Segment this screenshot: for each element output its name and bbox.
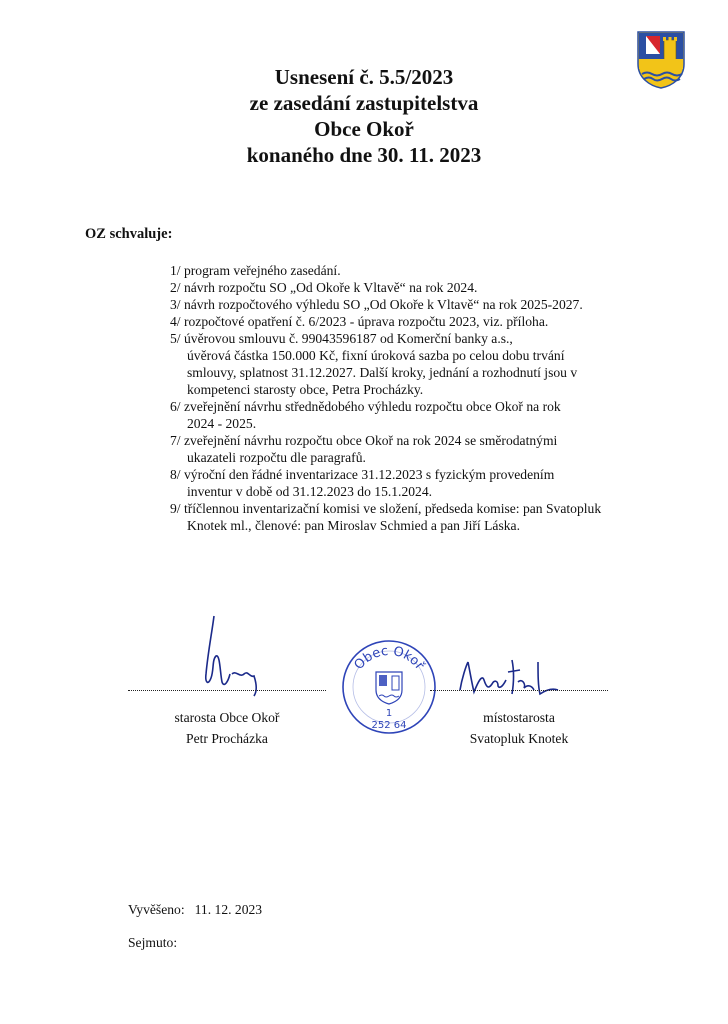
- item-continuation: smlouvy, splatnost 31.12.2027. Další kroky, jednání a rozhodnutí jsou v: [187, 365, 578, 380]
- stamp-postcode: 252 64: [371, 720, 407, 731]
- item-number: 7/: [170, 433, 181, 448]
- list-item: [170, 313, 640, 330]
- item-text: úvěrovou smlouvu č. 99043596187 od Komerční banky a.s.,: [180, 331, 513, 346]
- item-number: 1/: [170, 263, 181, 278]
- removed-label: Sejmuto:: [128, 935, 178, 950]
- item-continuation: Knotek ml., členové: pan Miroslav Schmied a pan Jiří Láska.: [187, 518, 520, 533]
- mayor-signature: [192, 612, 272, 698]
- municipal-stamp: [340, 638, 438, 736]
- item-text: návrh rozpočtového výhledu SO „Od Okoře k Vltavě“ na rok 2025-2027.: [180, 297, 583, 312]
- stamp-crest-icon: [376, 672, 402, 704]
- deputy-mayor-name: Svatopluk Knotek: [469, 731, 569, 746]
- resolution-items: [170, 262, 640, 534]
- item-continuation: ukazateli rozpočtu dle paragrafů.: [187, 450, 366, 465]
- mayor-name: Petr Procházka: [186, 731, 268, 746]
- stamp-top-text: Obec Okoř: [351, 643, 427, 673]
- removed-row: [128, 935, 187, 951]
- item-number: 5/: [170, 331, 181, 346]
- item-text: program veřejného zasedání.: [180, 263, 341, 278]
- list-item: [170, 296, 640, 313]
- stamp-number: 1: [385, 708, 393, 719]
- item-continuation: kompetenci starosty obce, Petra Procházky.: [187, 382, 424, 397]
- mayor-block: [128, 707, 326, 749]
- title-line: ze zasedání zastupitelstva: [249, 91, 479, 115]
- list-item: [170, 432, 640, 466]
- list-item: [170, 398, 640, 432]
- list-item: [170, 330, 640, 398]
- title-line: Obce Okoř: [314, 117, 414, 141]
- list-item: [170, 500, 640, 534]
- resolution-heading: OZ schvaluje:: [85, 226, 173, 242]
- item-text: výroční den řádné inventarizace 31.12.2023 s fyzickým provedením: [180, 467, 555, 482]
- posted-value: 11. 12. 2023: [194, 902, 263, 917]
- posted-row: [128, 902, 262, 918]
- item-number: 8/: [170, 467, 181, 482]
- deputy-mayor-role: místostarosta: [483, 710, 555, 725]
- item-continuation: inventur v době od 31.12.2023 do 15.1.2024.: [187, 484, 433, 499]
- list-item: [170, 466, 640, 500]
- item-number: 2/: [170, 280, 181, 295]
- mayor-role: starosta Obce Okoř: [174, 710, 280, 725]
- item-text: rozpočtové opatření č. 6/2023 - úprava rozpočtu 2023, viz. příloha.: [180, 314, 549, 329]
- item-text: zveřejnění návrhu střednědobého výhledu rozpočtu obce Okoř na rok: [180, 399, 561, 414]
- document-title: [0, 64, 728, 168]
- item-number: 6/: [170, 399, 181, 414]
- posted-label: Vyvěšeno:: [128, 902, 185, 917]
- item-number: 4/: [170, 314, 181, 329]
- title-line: konaného dne 30. 11. 2023: [246, 143, 482, 167]
- signature-line-left: [128, 690, 326, 691]
- list-item: [170, 279, 640, 296]
- item-number: 3/: [170, 297, 181, 312]
- item-text: návrh rozpočtu SO „Od Okoře k Vltavě“ na rok 2024.: [180, 280, 478, 295]
- list-item: [170, 262, 640, 279]
- title-line: Usnesení č. 5.5/2023: [274, 65, 454, 89]
- deputy-mayor-signature: [454, 656, 564, 700]
- item-text: tříčlennou inventarizační komisi ve složení, předseda komise: pan Svatopluk: [180, 501, 602, 516]
- signature-line-right: [430, 690, 608, 691]
- item-text: zveřejnění návrhu rozpočtu obce Okoř na rok 2024 se směrodatnými: [180, 433, 558, 448]
- item-number: 9/: [170, 501, 181, 516]
- item-continuation: 2024 - 2025.: [187, 416, 257, 431]
- item-continuation: úvěrová částka 150.000 Kč, fixní úroková sazba po celou dobu trvání: [187, 348, 565, 363]
- deputy-mayor-block: [440, 707, 598, 749]
